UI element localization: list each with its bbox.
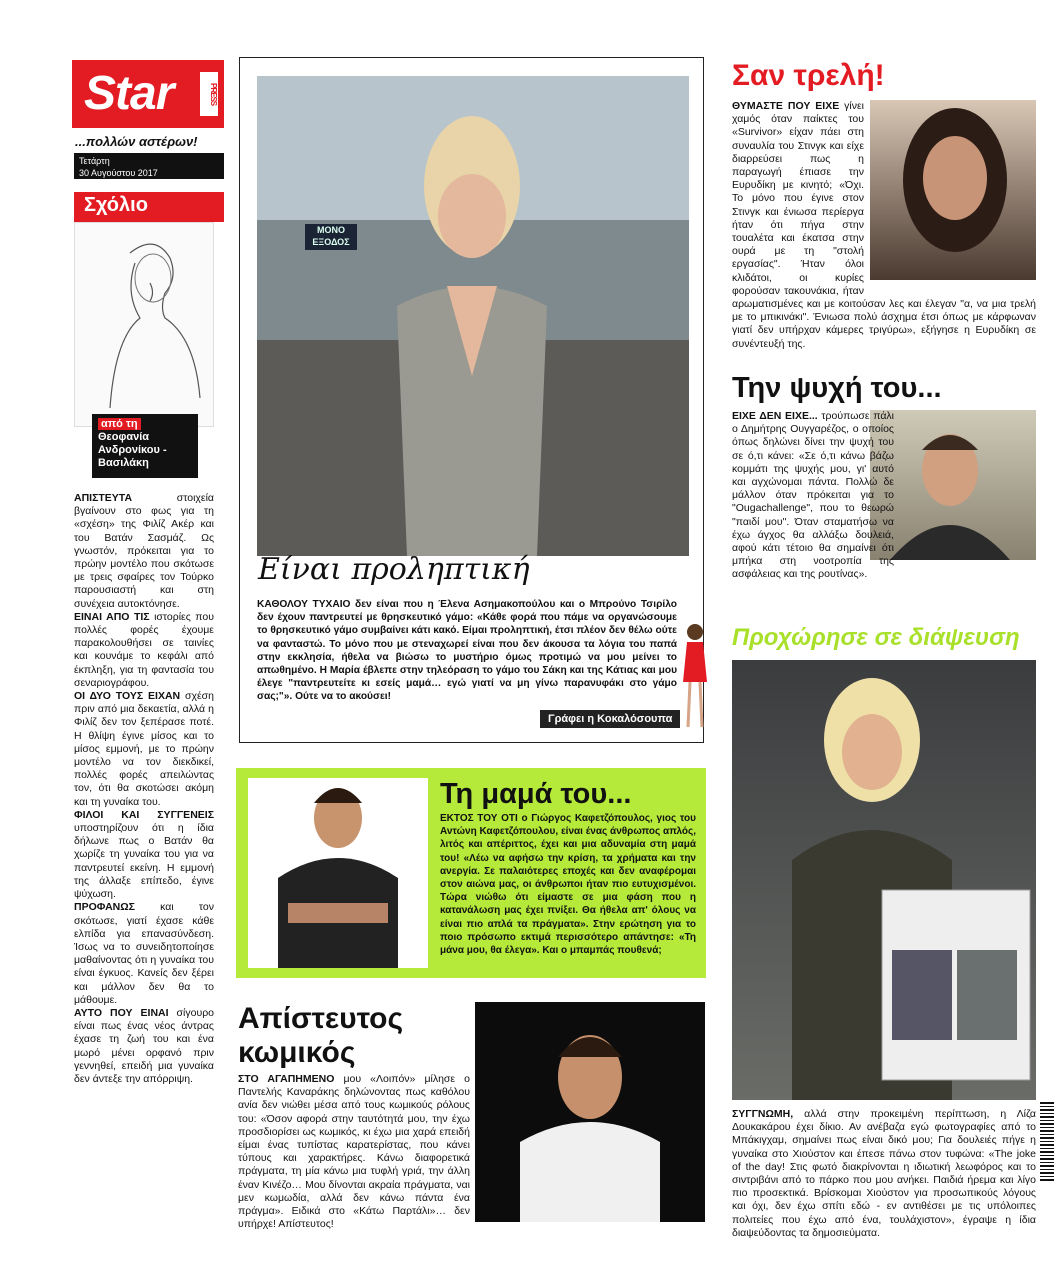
denial-text: ΣΥΓΓΝΩΜΗ, αλλά στην προκειμένη περίπτωση, η Λίζα Δουκακάρου έχει δίκιο. Αν ανέβαζα εγώ φωτογραφίες από το Μπάκιγχαμ, σημαίνει πως είναι δικό μου; Για δουλειές πήγε η γυναίκα στο Χιούστον και έπεσε πάνω στον τυφώνα: «The joke of the day! Στις φωτό διακρίνονται η ιδιωτική λεωφόρος και το σιντριβάνι από το πάρκο που μου ανήκει. Παιδιά ήρεμα και λίγο πιο προσεκτικά. Βρίσκομαι Χιούστον για προσωπικούς λόγους και όχι, δεν έχω σπίτι εδώ - εν αντιθέσει με τις υπόλοιπες πολιτείες που έχω από ένα, τουλάχιστον», έγραψε η ίδια διαψεύδοντας τα δημοσιεύματα. [732, 1108, 1036, 1239]
crazy-text-part: ΘΥΜΑΣΤΕ ΠΟΥ ΕΙΧΕ γίνει χαμός όταν παίκτες του «Survivor» είχαν πάει στη συναυλία του Στινγκ και είχε διαρρεύσει πως η παραγωγή έπιασε την Ευρυδίκη με κινητό; «Όχι. Το μόνο που έγινε στον Στινγκ και ένιωσα περίεργα ήταν ότι πήγα στην τουαλέτα και έκατσα στην ουρά με τη "στολή εργασίας". Ήταν όλοι κλιδάτοι, οι κυρίες φορούσαν τακουνάκια, ήταν αρωματισμένες και με κοιτούσαν λες και έλεγαν "α, να μια τρελή με το μπικινάκι". Ένιωσα πολύ άσχημα έτσι όπως με κάρφωναν γιατί δεν υπήρχαν κάμερες τριγύρω», εξήγησε η Ευρυδίκη σε συνέντευξή της. [732, 100, 1036, 350]
comic-photo [475, 1002, 705, 1222]
author-box: από τη Θεοφανία Ανδρονίκου - Βασιλάκη [92, 414, 198, 478]
denial-headline: Προχώρησε σε διάψευση [732, 624, 1020, 651]
main-text: ΚΑΘΟΛΟΥ ΤΥΧΑΙΟ δεν είναι που η Έλενα Ασημακοπούλου και ο Μπρούνο Τσιρίλο δεν έχουν παντρευτεί με θρησκευτικό γάμο: «Κάθε φορά που πάμε να οργανώσουμε το θρησκευτικό γάμο συμβαίνει κάτι κακό. Είμαι προληπτική, έτσι πλέον δεν θέλω ούτε να φανταστώ. Το μόνο που με στεναχωρεί είναι που δεν άκουσα τα λόγια του παπά στην εκκλησία, ήθελα να βιώσω το μυστήριο όμως προτιμώ να μου μείνει το απωθημένο. Η Μαρία έβλεπε στην τηλεόραση το γάμο του Σάκη και της Κάτιας και μου έλεγε "παντρευτείτε κι εσείς μαμά… εγώ γιατί να μη γίνω παρανυφάκι στο γάμο σας;"». Ούτε να το ακούσει! [257, 599, 677, 703]
mom-photo [248, 778, 428, 968]
issue-date: Τετάρτη 30 Αυγούστου 2017 [74, 153, 224, 179]
mom-headline: Τη μαμά του... [440, 778, 632, 810]
gossip-figure [680, 620, 710, 730]
comic-text: ΣΤΟ ΑΓΑΠΗΜΕΝΟ μου «Λοιπόν» μίλησε ο Παντελής Καναράκης δηλώνοντας πως καθόλου ανία δεν νιώθει μέσα από τους κωμικούς ρόλους του: «Όσον αφορά στην ταυτότητά μου, την έχω προσδιορίσει ως κωμικός, κι έχω μια χαρά επειδή είμαι ένας τυπίστας καρατερίστας, που κάνει τύπους και χαρακτήρες. Κάνω διαφορετικά πράγματα, τη μία κάνω μια τυφλή γριά, την άλλη έναν Κινέζο… Μου δίνονται ακραία πράγματα, ναι μεν κωμωδία, αλλά δεν κάνω πάντα ένα πράγμα». Ειδικά στο «Κάτω Παρτάλι»… δεν υπήρχε! Απίστευτος! [238, 1073, 470, 1231]
column-paragraph: ΑΥΤΟ ΠΟΥ ΕΙΝΑΙ σίγουρο είναι πως ένας νέος άντρας έχασε τη ζωή του και ένα μωρό μένει ορφανό πριν γεννηθεί, επειδή μια γυναίκα δεν άντεξε την απόρριψη. [74, 1006, 215, 1085]
author-sketch [74, 222, 214, 427]
tagline: ...πολλών αστέρων! [75, 134, 198, 149]
column-paragraph: ΦΙΛΟΙ ΚΑΙ ΣΥΓΓΕΝΕΙΣ υποστηρίζουν ότι η ίδια δήλωνε πως ο Βατάν θα χωρίζε τη γυναίκα του για να παντρευτεί εκείνη. Η εμμονή της άλλαξε επίπεδο, έγινε ψύχωση. [74, 808, 214, 901]
column-paragraph: ΟΙ ΔΥΟ ΤΟΥΣ ΕΙΧΑΝ σχέση πριν από μια δεκαετία, αλλά η Φιλίζ δεν τον ξεπέρασε ποτέ. Η θλίψη έγινε μίσος και το μίσος εμμονή, με το πρώην μοντέλο να τον διεκδικεί, πολλές φορές απειλώντας τον, ότι θα σκοτώσει ακόμη και τη γυναίκα του. [74, 690, 214, 808]
press-label: PRESS [200, 72, 218, 116]
soul-headline: Την ψυχή του... [732, 372, 942, 404]
crazy-headline: Σαν τρελή! [732, 59, 885, 92]
comic-headline: Απίστευτος κωμικός [238, 1002, 404, 1069]
column-text [74, 492, 214, 1086]
column-paragraph: ΠΡΟΦΑΝΩΣ και τον σκότωσε, γιατί έχασε κάθε ελπίδα για επανασύνδεση. Ίσως να το συνειδητοποίησε μαθαίνοντας ότι η γυναίκα του είναι έγκυος. Κανείς δεν ξέρει και μάλλον δεν θα το μάθουμε. [74, 901, 214, 1006]
column-paragraph: ΑΠΙΣΤΕΥΤΑ στοιχεία βγαίνουν στο φως για τη «σχέση» της Φιλίζ Ακέρ και του Βατάν Σασμάζ. Ως γνωστόν, πρόκειται για το πρώην μοντέλο που σκότωσε με τρεις σφαίρες τον Τούρκο παρουσιαστή και στη συνέχεια αυτοκτόνησε. [74, 492, 214, 610]
byline: Γράφει η Κοκαλόσουπα [540, 710, 680, 728]
barcode [1040, 1102, 1054, 1182]
column-heading: Σχόλιο [74, 192, 224, 222]
exit-sign: ΜΟΝΟ ΕΞΟΔΟΣ [305, 224, 357, 250]
mom-text: ΕΚΤΟΣ ΤΟΥ ΟΤΙ ο Γιώργος Καφετζόπουλος, γιος του Αντώνη Καφετζόπουλου, είναι ένας άνθρωπος απλός, λιτός και απέριττος, έχει και μια αδυναμία στη μαμά του! «Λέω να αφήσω την κρίση, τα χρήματα και την ανεργία. Σε παλαιότερες εποχές και δεν αναφέρομαι στον αιώνα μας, οι άνθρωποι ήταν πιο ευτυχισμένοι. Τώρα νιώθω ότι είμαστε σε μια φάση που η κατανάλωση μας έχει πνίξει. Θα ήθελα απ' όλους να είναι πιο απλά τα πράγματα». Στην ερώτηση για το ποιο πρόσωπο εκτιμά περισσότερο απάντησε: «Τη μάνα μου, θα έλεγα». Και ο μπαμπάς πουθενά; [440, 813, 696, 957]
star-press-logo: Star PRESS [72, 60, 224, 128]
column-paragraph: ΕΙΝΑΙ ΑΠΟ ΤΙΣ ιστορίες που πολλές φορές έχουμε παρακολουθήσει σε ταινίες και κουνάμε το κεφάλι από έκπληξη, για τη φαντασία του σεναριογράφου. [74, 610, 214, 689]
main-photo [257, 76, 689, 556]
soul-text: ΕΙΧΕ ΔΕΝ ΕΙΧΕ... τρούπωσε πάλι ο Δημήτρης Ουγγαρέζος, ο οποίος όπως δηλώνει δίνει την ψυχή του σε ό,τι κάνει: «Σε ό,τι κάνω βάζω κομμάτι της ψυχής μου, γι' αυτό και αγχώνομαι πάντα. Πολλώ δε μάλλον όταν πρόκειται για το "Ougachallenge", που το θεωρώ "παιδί μου". Όταν σταματήσω να έχω άγχος θα αλλάξω δουλειά, αφού κάτι τέτοιο θα σημαίνει ότι μπήκα στη νοοτροπία της ασφάλειας και της ρουτίνας». [732, 410, 894, 581]
main-headline: Είναι προληπτική [258, 552, 530, 587]
denial-photo [732, 660, 1036, 1100]
